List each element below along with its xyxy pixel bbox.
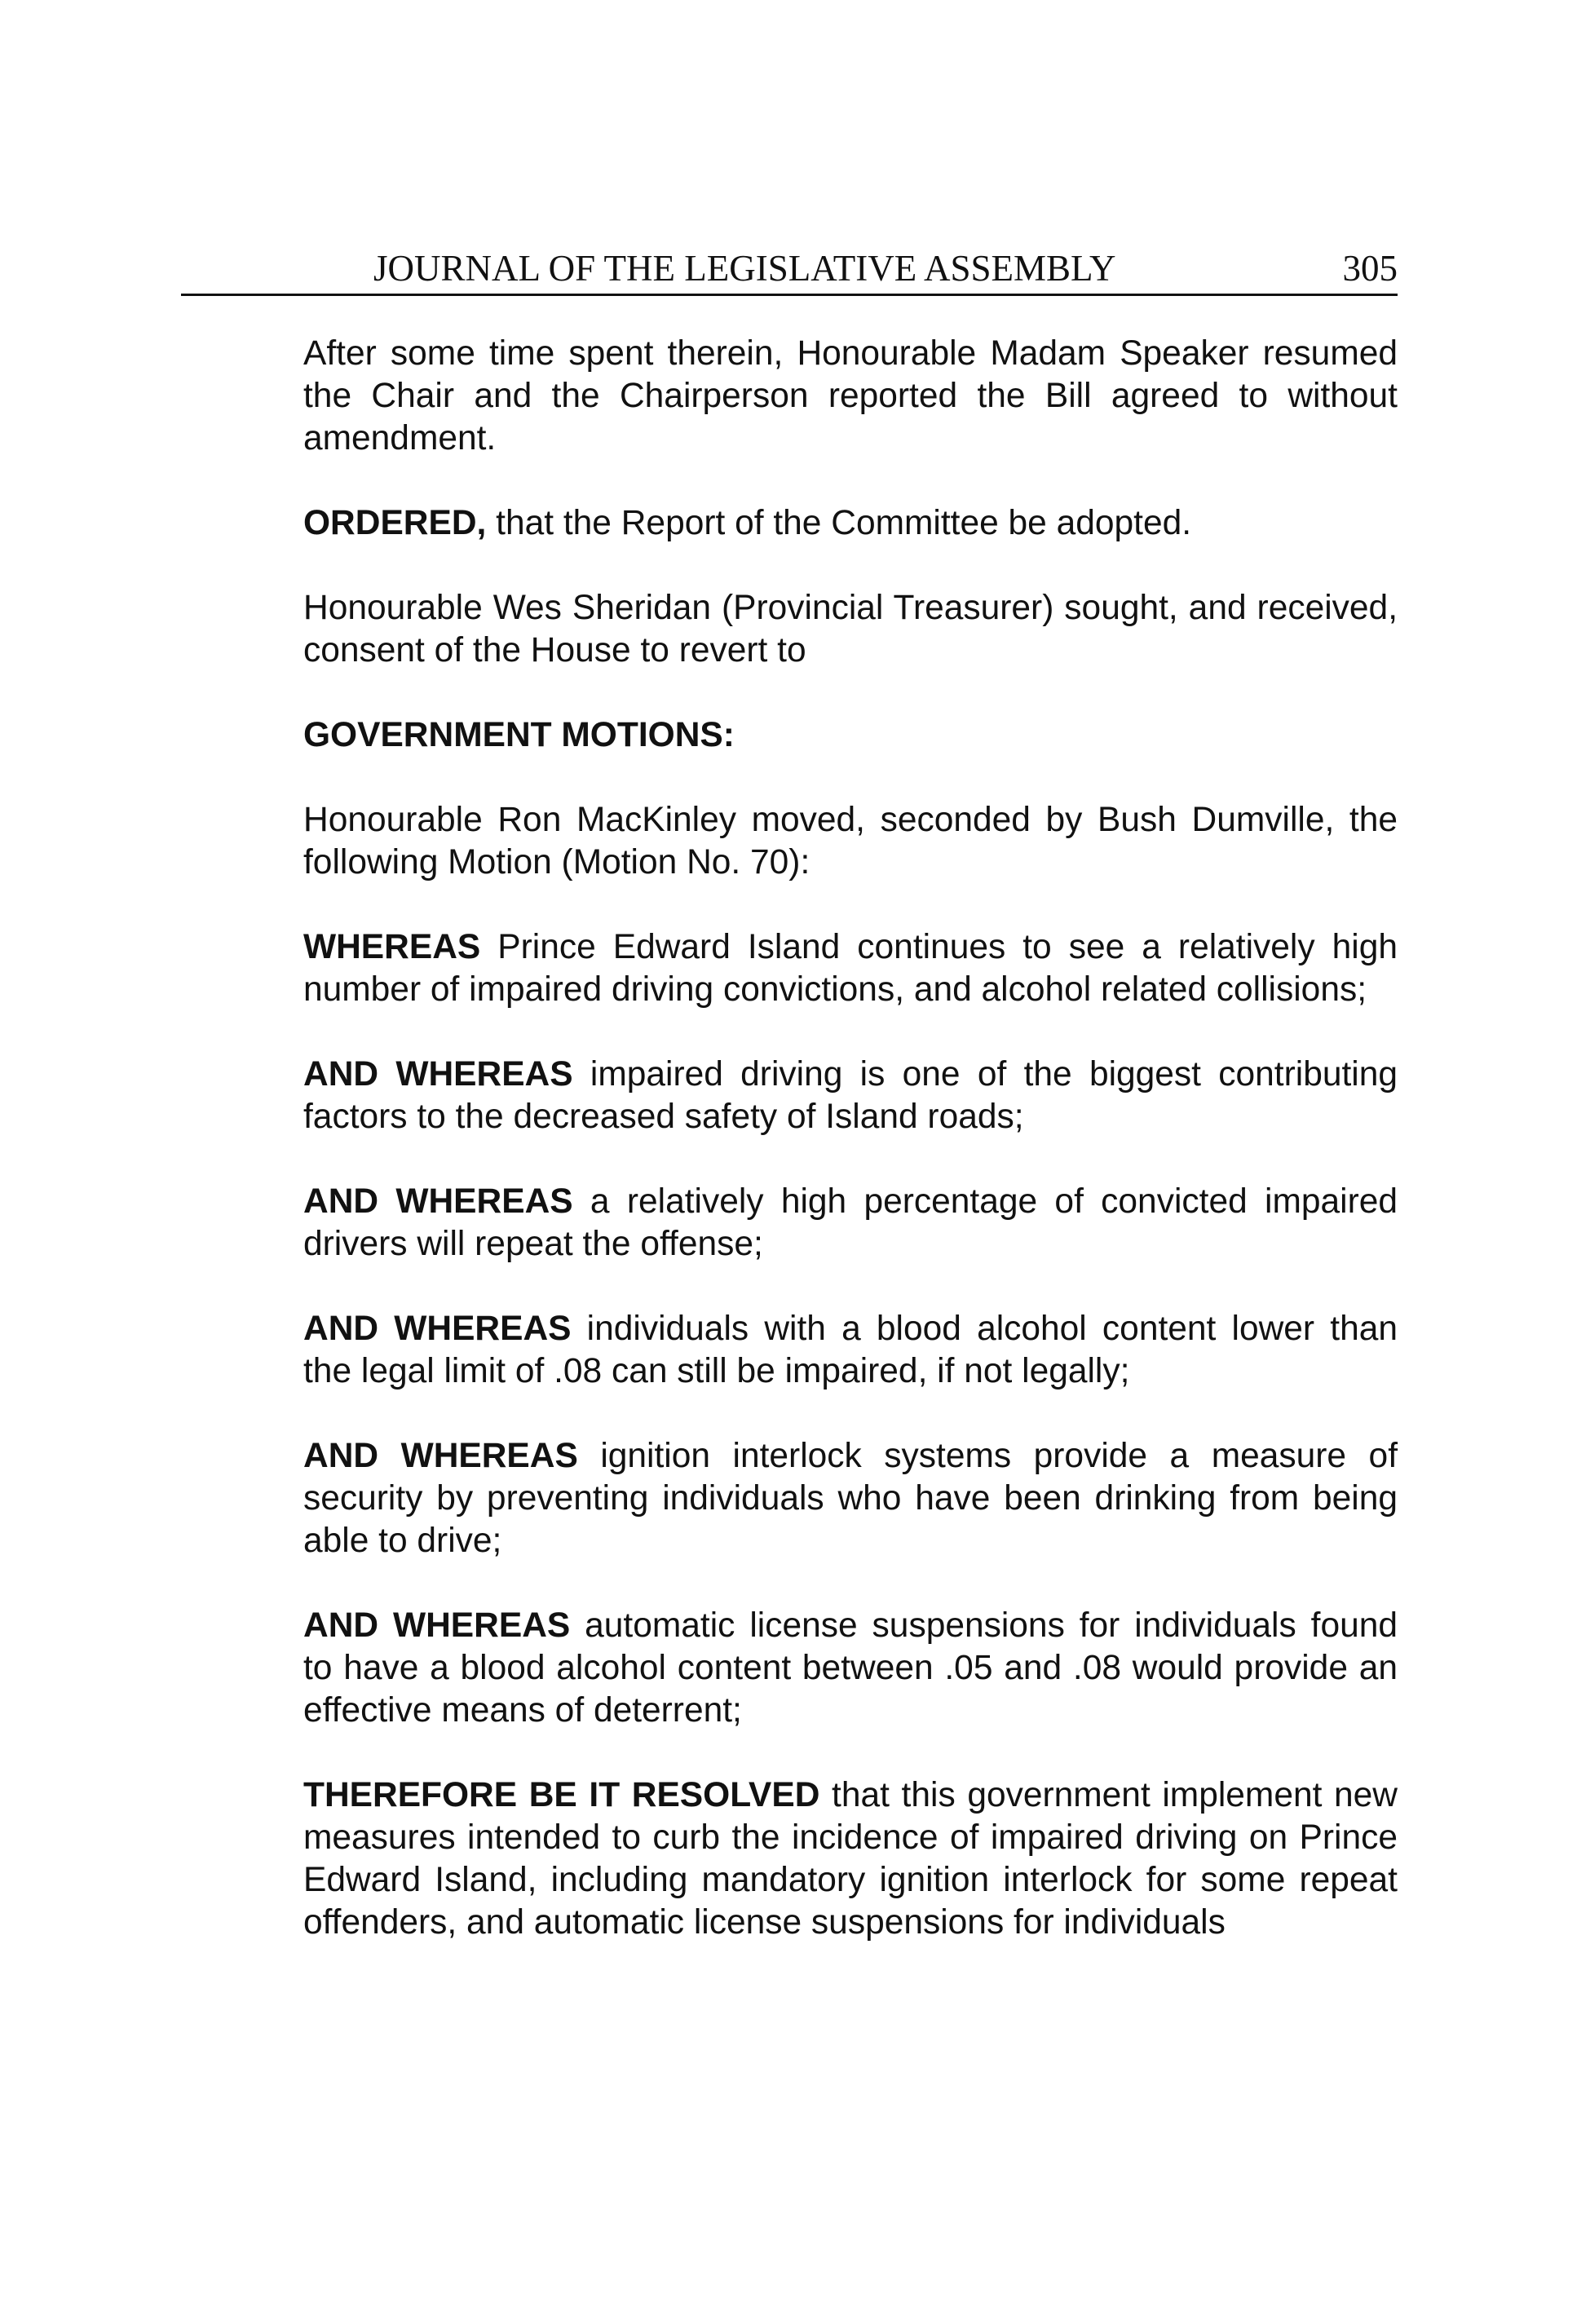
clause-text: that this government implement new measures intended to curb the incidence of impaired driving on Prince Edward Island, including mandatory ignition interlock for some repeat offenders, and automatic license suspensions for individuals bbox=[303, 1776, 1398, 1942]
clause-lead: AND WHEREAS bbox=[303, 1437, 578, 1475]
paragraph-text: After some time spent therein, Honourable Madam Speaker resumed the Chair and the Chairperson reported the Bill agreed to without amendment. bbox=[303, 334, 1398, 457]
revert-consent-paragraph bbox=[303, 587, 1398, 672]
clause-text: a relatively high percentage of convicted impaired drivers will repeat the offense; bbox=[303, 1182, 1398, 1263]
whereas-clause bbox=[303, 926, 1398, 1011]
clause-text: automatic license suspensions for individuals found to have a blood alcohol content between .05 and .08 would provide an effective means of deterrent; bbox=[303, 1606, 1398, 1730]
running-header bbox=[181, 243, 1398, 296]
journal-title: JOURNAL OF THE LEGISLATIVE ASSEMBLY bbox=[373, 248, 1116, 289]
whereas-clause bbox=[303, 1054, 1398, 1138]
motion-intro-paragraph bbox=[303, 799, 1398, 884]
paragraph-text: Honourable Ron MacKinley moved, seconded by Bush Dumville, the following Motion (Motion No. 70): bbox=[303, 801, 1398, 881]
journal-body bbox=[303, 333, 1398, 1944]
clause-lead: THEREFORE BE IT RESOLVED bbox=[303, 1776, 820, 1814]
clause-text: Prince Edward Island continues to see a relatively high number of impaired driving convictions, and alcohol related collisions; bbox=[303, 928, 1398, 1009]
clause-lead: AND WHEREAS bbox=[303, 1182, 573, 1221]
whereas-clause bbox=[303, 1435, 1398, 1562]
clause-lead: AND WHEREAS bbox=[303, 1606, 571, 1645]
whereas-clause bbox=[303, 1181, 1398, 1266]
paragraph-text: that the Report of the Committee be adopted. bbox=[486, 504, 1192, 542]
clause-text: individuals with a blood alcohol content lower than the legal limit of .08 can still be impaired, if not legally; bbox=[303, 1310, 1398, 1390]
page-number: 305 bbox=[1342, 248, 1398, 289]
section-heading: GOVERNMENT MOTIONS: bbox=[303, 716, 735, 754]
whereas-clause bbox=[303, 1308, 1398, 1393]
clause-lead: WHEREAS bbox=[303, 928, 481, 966]
whereas-clause bbox=[303, 1605, 1398, 1732]
resolution-clause bbox=[303, 1774, 1398, 1944]
clause-lead: AND WHEREAS bbox=[303, 1310, 572, 1348]
clause-text: ignition interlock systems provide a measure of security by preventing individuals who have been drinking from being able to drive; bbox=[303, 1437, 1398, 1560]
committee-report-paragraph bbox=[303, 333, 1398, 460]
clause-lead: AND WHEREAS bbox=[303, 1055, 573, 1094]
ordered-paragraph bbox=[303, 502, 1398, 545]
paragraph-text: Honourable Wes Sheridan (Provincial Treasurer) sought, and received, consent of the House to revert to bbox=[303, 589, 1398, 669]
clause-text: impaired driving is one of the biggest contributing factors to the decreased safety of Island roads; bbox=[303, 1055, 1398, 1136]
ordered-lead: ORDERED, bbox=[303, 504, 487, 542]
